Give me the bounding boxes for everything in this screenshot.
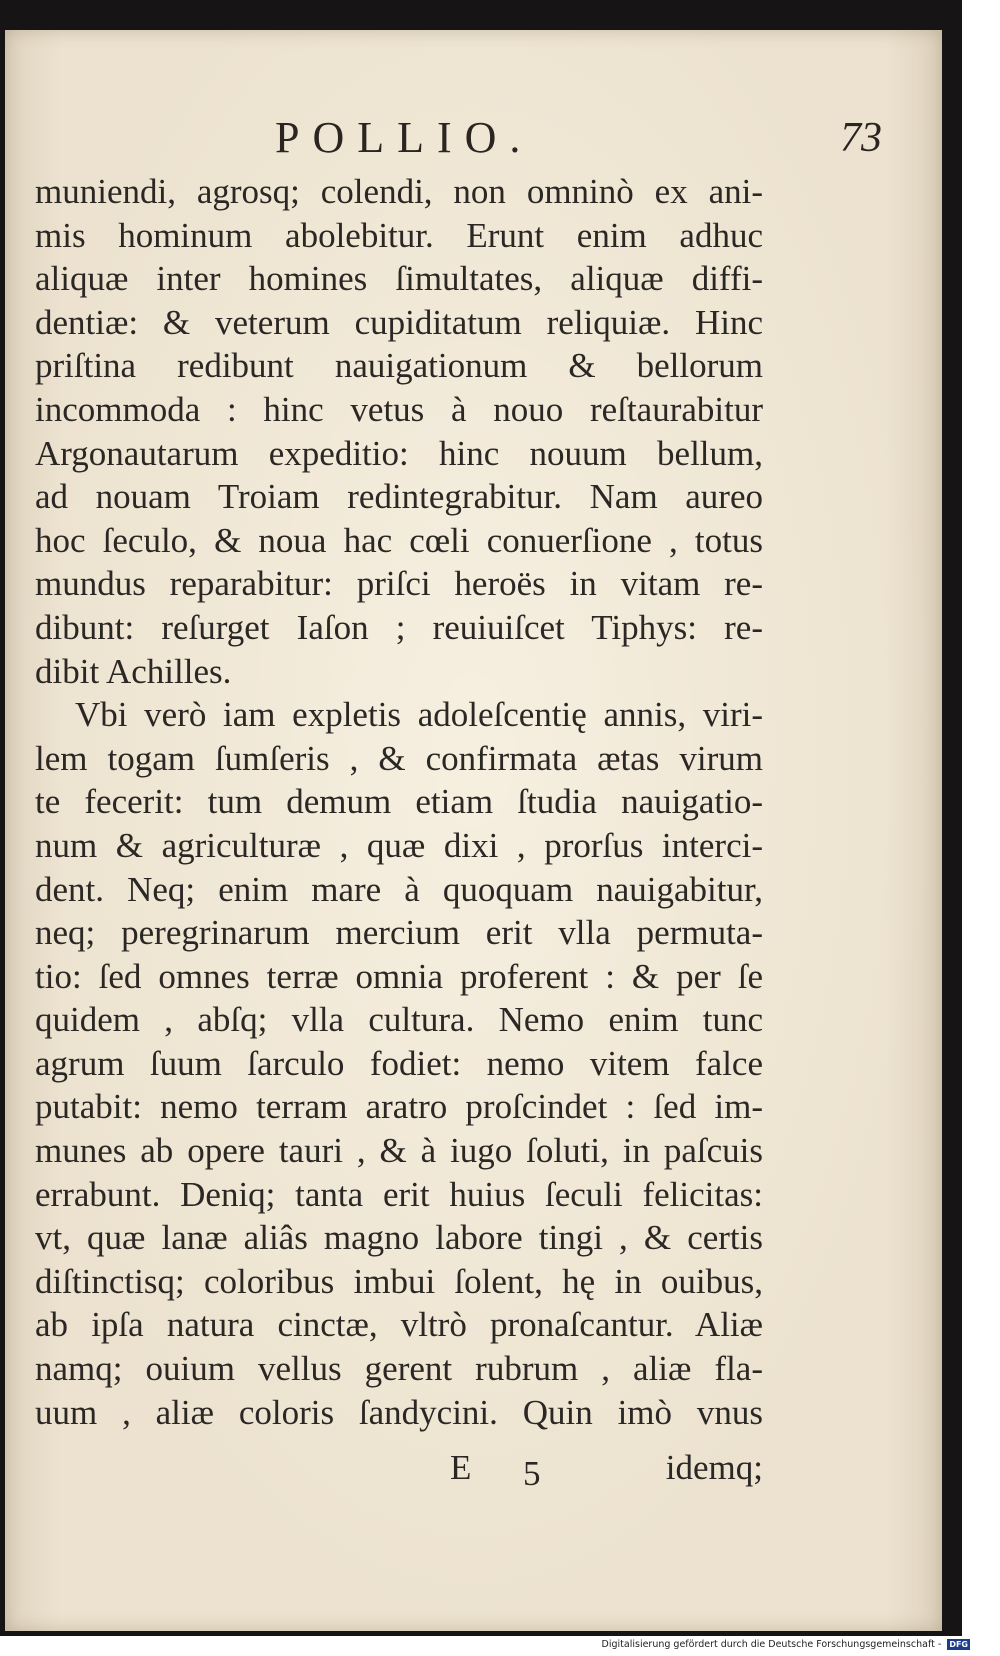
book-page — [5, 30, 942, 1631]
text-line: aliquæ inter homines ſimultates, aliquæ diffi- — [35, 259, 763, 299]
dfg-logo: DFG — [949, 1640, 968, 1649]
text-line: uum , aliæ coloris ſandycini. Quin imò vnus — [35, 1392, 763, 1432]
text-line: muniendi, agrosq; colendi, non omninò ex ani- — [35, 172, 763, 211]
text-line: ad nouam Troiam redintegrabitur. Nam aureo — [35, 477, 763, 517]
text-line: num & agriculturæ , quæ dixi , prorſus interci- — [35, 825, 763, 865]
text-line: mis hominum abolebitur. Erunt enim adhuc — [35, 215, 763, 255]
paragraph-start-line: Vbi verò iam expletis adoleſcentię annis, viri- — [75, 695, 763, 735]
digitization-credit — [602, 1639, 970, 1650]
text-line: diſtinctisq; coloribus imbui ſolent, hę in ouibus, — [35, 1261, 763, 1301]
body-text — [35, 170, 763, 1434]
text-line: priſtina redibunt nauigationum & bellorum — [35, 346, 763, 386]
text-line: agrum ſuum ſarculo fodiet: nemo vitem falce — [35, 1043, 763, 1083]
text-line: Argonautarum expeditio: hinc nouum bellum, — [35, 433, 763, 473]
running-head — [275, 112, 882, 164]
text-line: hoc ſeculo, & noua hac cœli conuerſione , totus — [35, 520, 763, 560]
text-line: errabunt. Deniq; tanta erit huius ſeculi felicitas: — [35, 1174, 763, 1214]
credit-text: Digitalisierung gefördert durch die Deutsche Forschungsgemeinschaft - — [601, 1639, 942, 1650]
signature-mark: E — [450, 1448, 472, 1487]
text-line: ab ipſa natura cinctæ, vltrò pronaſcantur. Aliæ — [35, 1305, 763, 1345]
text-line: mundus reparabitur: priſci heroës in vitam re- — [35, 564, 763, 604]
text-line: dent. Neq; enim mare à quoquam nauigabitur, — [35, 869, 763, 909]
text-line: te fecerit: tum demum etiam ſtudia nauigatio- — [35, 782, 763, 822]
page-number: 73 — [840, 115, 882, 161]
text-line: dibunt: reſurget Iaſon ; reuiuiſcet Tiphys: re- — [35, 607, 763, 647]
text-line: dibit Achilles. — [35, 651, 232, 691]
text-line: lem togam ſumſeris , & confirmata ætas virum — [35, 738, 763, 778]
text-line: incommoda : hinc vetus à nouo reſtaurabitur — [35, 389, 763, 429]
text-line: namq; ouium vellus gerent rubrum , aliæ fla- — [35, 1349, 763, 1389]
catchword: idemq; — [665, 1448, 763, 1487]
text-line: dentiæ: & veterum cupiditatum reliquiæ. Hinc — [35, 302, 763, 342]
text-line: tio: ſed omnes terræ omnia proferent : & per ſe — [35, 956, 763, 996]
signature-number: 5 — [523, 1454, 541, 1493]
text-line: vt, quæ lanæ aliâs magno labore tingi , & certis — [35, 1218, 763, 1258]
text-line: neq; peregrinarum mercium erit vlla permuta- — [35, 913, 763, 953]
catchline — [35, 1448, 763, 1494]
text-line: putabit: nemo terram aratro proſcindet : ſed im- — [35, 1087, 763, 1127]
text-line: quidem , abſq; vlla cultura. Nemo enim tunc — [35, 1000, 763, 1040]
running-title: POLLIO. — [275, 113, 534, 162]
text-line: munes ab opere tauri , & à iugo ſoluti, in paſcuis — [35, 1131, 763, 1171]
